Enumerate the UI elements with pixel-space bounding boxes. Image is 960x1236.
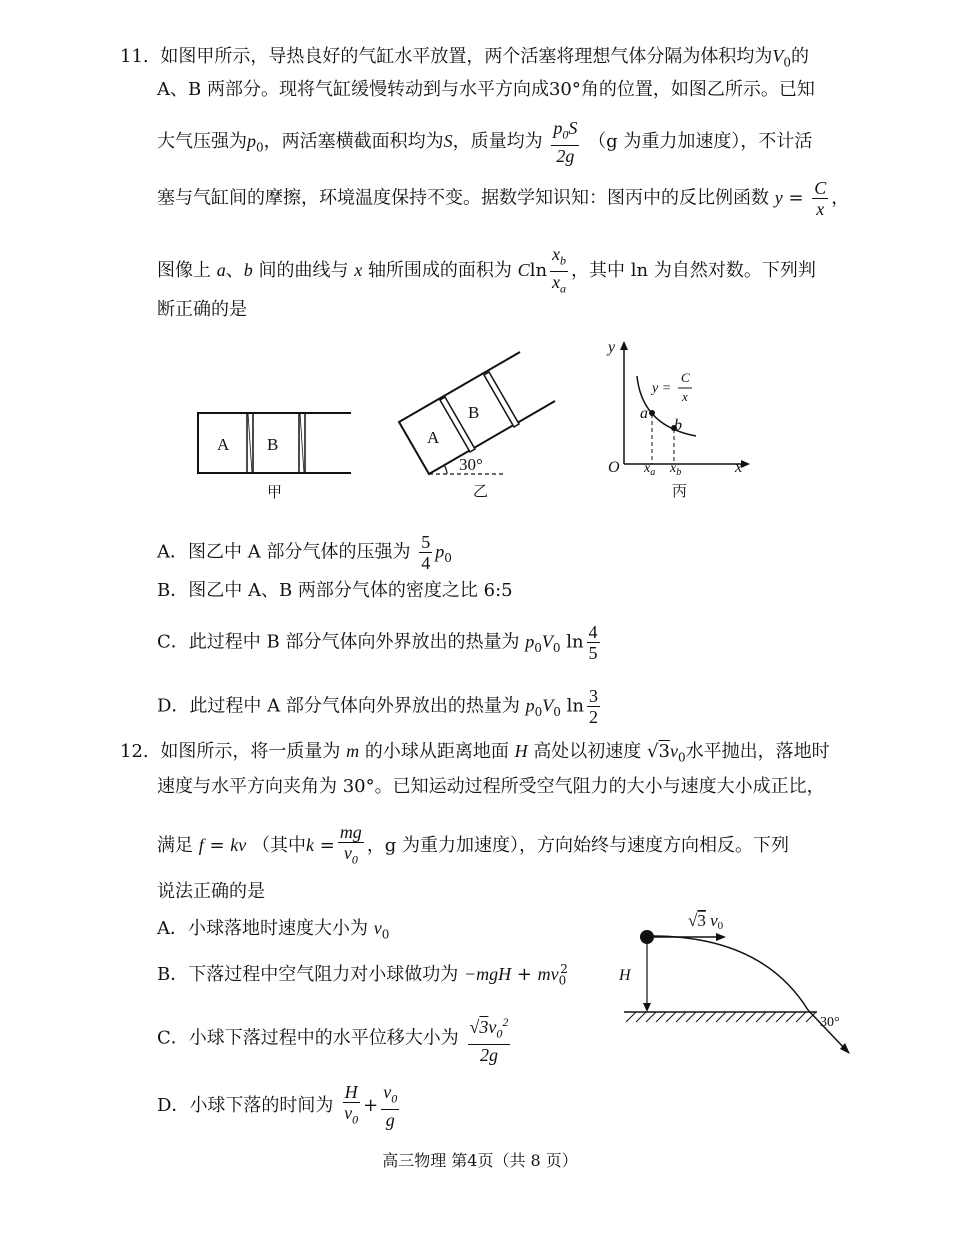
figure-bing <box>600 336 760 500</box>
q12-option-d: D．小球下落的时间为 $\frac{H}{v_0}$ + $\frac{v_0}{g}$ <box>157 1082 398 1130</box>
x-axis-label: x <box>735 459 743 476</box>
function-fraction: $\frac{C}{x}$ <box>814 178 827 219</box>
q12-text: （其中 <box>252 834 306 856</box>
option-label: C． <box>157 631 189 653</box>
svg-text:y =: y = <box>652 381 672 396</box>
q11-option-b <box>157 577 513 605</box>
q11-option-c: C．此过程中 B 部分气体向外界放出的热量为 $p_0V_0$ ln $\frac{4}{5}$ <box>157 622 598 663</box>
caption-jia: 甲 <box>267 483 283 501</box>
q11-option-a: A．图乙中 A 部分气体的压强为 $\frac{5}{4}$ $p_0$ <box>157 532 452 573</box>
caption-yi: 乙 <box>473 482 489 500</box>
q11-line5: 图像上 a、b 间的曲线与 x 轴所围成的面积为 Cln $\frac{x_b}{x_a}$ ，其中 ln 为自然对数。下列判 <box>157 244 816 298</box>
q12-text: 如图所示，将一质量为 <box>160 741 341 762</box>
option-label: B． <box>157 580 189 601</box>
svg-text:xb: $x_b$ <box>670 461 682 478</box>
q11-line6: 断正确的是 <box>157 299 247 320</box>
option-text: 图乙中 A 部分气体的压强为 <box>188 541 411 563</box>
q12-line1: 12. 如图所示，将一质量为 m 的小球从距离地面 H 高处以初速度 $√3v_0$水平抛出，落地时 <box>120 741 830 765</box>
point-a-label: a <box>640 405 648 422</box>
q11-line2: A、B 两部分。现将气缸缓慢转动到与水平方向成30°角的位置，如图乙所示。已知 <box>157 79 815 100</box>
q12-text: 高处以初速度 <box>533 741 642 762</box>
option-text: 下落过程中空气阻力对小球做功为 <box>188 964 459 985</box>
v-sub: 0 <box>783 55 792 70</box>
origin-label: O <box>608 459 620 476</box>
q11-line1 <box>120 42 809 77</box>
label-a: A <box>427 428 440 447</box>
v-var: V <box>772 46 784 66</box>
option-label: D． <box>157 1094 190 1116</box>
q12-line3: 满足 f = kv （其中k = $\frac{mg}{v_0}$ ，g 为重力加速度），方向始终与速度方向相反。下列 <box>157 822 790 867</box>
point-b-label: b <box>674 417 682 434</box>
q12-text: 水平抛出，落地时 <box>685 741 830 762</box>
caption-bing: 丙 <box>672 482 688 500</box>
figure-yi <box>395 348 565 498</box>
label-b: B <box>468 403 480 422</box>
figure-jia <box>195 405 355 501</box>
angle-label: 30° <box>459 455 483 474</box>
q11-text: ，两活塞横截面积均为 <box>263 130 444 152</box>
q11-text: 轴所围成的面积为 <box>367 260 512 282</box>
svg-text:√3 v0: √3 v0 <box>688 911 724 932</box>
q12-option-c: C．小球下落过程中的水平位移大小为 $\frac{√3v_0^2}{2g}$ <box>157 1012 513 1065</box>
q11-line3: 大气压强为$p_0$，两活塞横截面积均为S，质量均为 $\frac{p_0S}{2g}$ （g 为重力加速度），不计活 <box>157 118 813 166</box>
svg-text:x: x <box>682 389 688 404</box>
height-label: H <box>619 967 631 984</box>
q11-text: 间的曲线与 <box>258 260 349 282</box>
option-label: A． <box>157 541 188 563</box>
mass-fraction: $\frac{p_0S}{2g}$ <box>553 118 578 166</box>
option-label: C． <box>157 1027 189 1049</box>
q11-text: ，质量均为 <box>452 130 543 152</box>
q12-text: 满足 <box>157 834 193 856</box>
q11-text: （g 为重力加速度），不计活 <box>588 130 813 152</box>
q12-line2: 速度与水平方向夹角为 30°。已知运动过程所受空气阻力的大小与速度大小成正比， <box>157 776 825 797</box>
q12-text: ，g 为重力加速度），方向始终与速度方向相反。下列 <box>366 834 790 856</box>
q11-text: 塞与气缸间的摩擦，环境温度保持不变。据数学知识知：图丙中的反比例函数 <box>157 187 769 209</box>
y-axis-label: y <box>608 339 616 356</box>
angle-label: 30° <box>820 1015 840 1030</box>
option-text: 此过程中 B 部分气体向外界放出的热量为 <box>188 631 520 653</box>
q11-text: 大气压强为 <box>157 130 247 152</box>
option-text: 小球下落的时间为 <box>189 1094 334 1116</box>
q11-text: 如图甲所示，导热良好的气缸水平放置，两个活塞将理想气体分隔为体积均为 <box>160 46 773 67</box>
q11-option-d: D．此过程中 A 部分气体向外界放出的热量为 $p_0V_0$ ln $\frac{3}{2}$ <box>157 686 598 727</box>
option-label: B． <box>157 964 189 985</box>
q12-option-a: A．小球落地时速度大小为 $v_0$ <box>157 918 390 942</box>
option-text: 小球落地时速度大小为 <box>188 918 368 939</box>
q11-text: 图像上 <box>157 260 211 282</box>
label-a: A <box>217 435 230 454</box>
q11-number: 11. <box>120 46 149 67</box>
svg-text:C: C <box>681 370 690 385</box>
q12-number: 12. <box>120 741 149 762</box>
figure-projectile <box>612 900 862 1060</box>
q11-text: 的 <box>791 46 810 67</box>
option-text: 图乙中 A、B 两部分气体的密度之比 6:5 <box>188 580 513 601</box>
option-label: D． <box>157 695 190 717</box>
option-text: 小球下落过程中的水平位移大小为 <box>188 1027 459 1049</box>
option-label: A． <box>157 918 188 939</box>
label-b: B <box>267 435 279 454</box>
q11-text: ，其中 ln 为自然对数。下列判 <box>571 260 816 282</box>
q12-text: 的小球从距离地面 <box>364 741 509 762</box>
q12-line4: 说法正确的是 <box>157 881 265 902</box>
q12-option-b: B．下落过程中空气阻力对小球做功为 $-mgH + mv_0^2$ <box>157 962 568 988</box>
q11-line4: 塞与气缸间的摩擦，环境温度保持不变。据数学知识知：图丙中的反比例函数 y = $\frac{C}{x}$ ， <box>157 178 850 219</box>
page-footer: 高三物理 第4页（共 8 页） <box>382 1151 578 1170</box>
svg-text:xa: $x_a$ <box>644 461 656 478</box>
area-fraction: $\frac{x_b}{x_a}$ <box>552 244 567 296</box>
option-text: 此过程中 A 部分气体向外界放出的热量为 <box>189 695 520 717</box>
